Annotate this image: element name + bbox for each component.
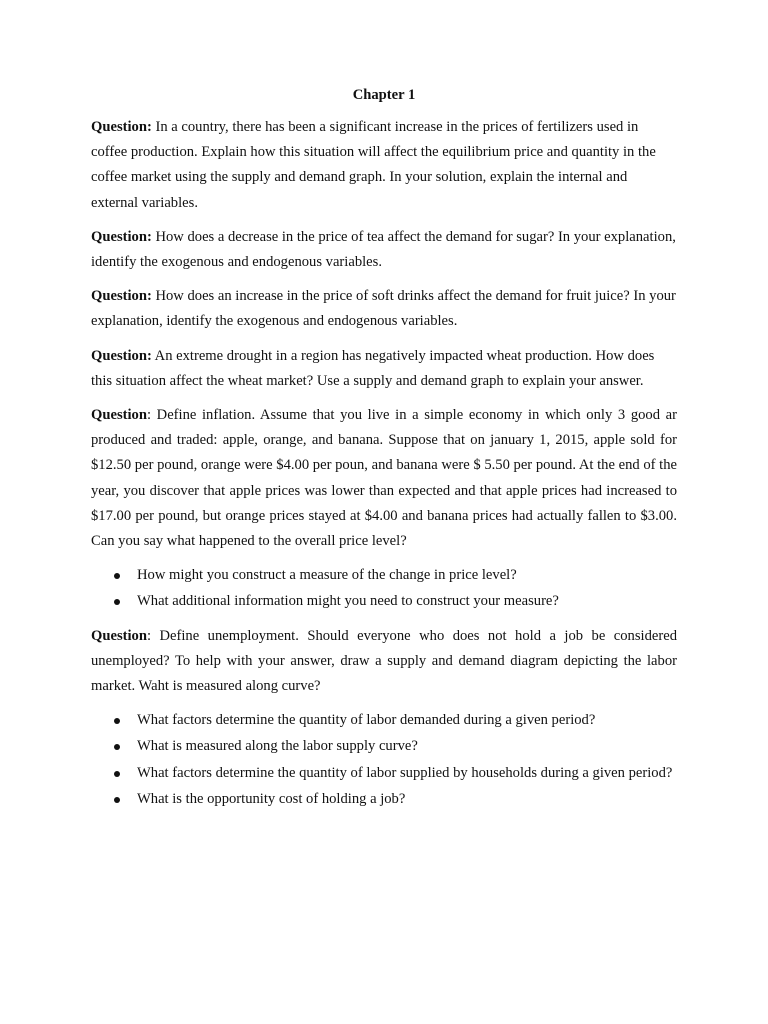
chapter-title: Chapter 1 <box>352 87 416 103</box>
list-item-text: What is the opportunity cost of holding a job? <box>137 790 406 807</box>
question-text: How does a decrease in the price of tea affect the demand for sugar? In your explanation, identify the exogenous and endogenous variables. <box>91 228 676 271</box>
document-page <box>91 84 677 821</box>
question-label: Question: <box>91 288 152 305</box>
question-label: Question <box>91 627 147 644</box>
list-item-text: What is measured along the labor supply curve? <box>137 738 418 755</box>
question-text: An extreme drought in a region has negatively impacted wheat production. How does this situation affect the wheat market? Use a supply and demand graph to explain your answer. <box>91 347 655 389</box>
list-item <box>91 787 677 812</box>
question-text: : Define unemployment. Should everyone who does not hold a job be considered unemployed? To help with your answer, draw a supply and demand diagram depicting the labor market. Waht is measured along curve? <box>91 627 677 695</box>
list-item <box>91 563 677 588</box>
question-label: Question: <box>91 119 152 135</box>
list-item-text: How might you construct a measure of the change in price level? <box>137 567 517 584</box>
question-text: How does an increase in the price of soft drinks affect the demand for fruit juice? In your explanation, identify the exogenous and endogenous variables. <box>91 288 676 330</box>
question-1 <box>91 115 677 216</box>
question-text: : Define inflation. Assume that you live in a simple economy in which only 3 good ar produced and traded: apple, orange, and banana. Suppose that on january 1, 2015, apple sold for $12.50 per pound, orange were $4.00 per poun, and banana were $ 5.50 per pound. At the end of the year, you discover that apple prices was lower than expected and that apple prices had increased to $17.00 per pound, but orange prices stayed at $4.00 and banana prices had actually fallen to $3.00. Can you say what happened to the overall price level? <box>91 407 677 550</box>
bullet-icon <box>114 797 120 803</box>
list-item <box>91 589 677 614</box>
bullet-icon <box>114 599 120 605</box>
list-item-text: What factors determine the quantity of labor supplied by households during a given period? <box>137 764 673 781</box>
question-2 <box>91 225 677 275</box>
bullet-list <box>91 563 677 614</box>
bullet-icon <box>114 573 120 579</box>
list-item <box>91 761 677 786</box>
question-label: Question <box>91 407 147 424</box>
list-item-text: What factors determine the quantity of labor demanded during a given period? <box>137 712 596 729</box>
list-item-text: What additional information might you need to construct your measure? <box>137 593 559 610</box>
bullet-icon <box>114 771 120 777</box>
question-3 <box>91 284 677 334</box>
list-item <box>91 734 677 759</box>
question-label: Question: <box>91 347 152 364</box>
question-4 <box>91 344 677 394</box>
list-item <box>91 708 677 733</box>
bullet-icon <box>114 718 120 724</box>
question-label: Question: <box>91 228 152 245</box>
question-text: In a country, there has been a significant increase in the prices of fertilizers used in coffee production. Explain how this situation will affect the equilibrium price and quantity in the coffee market using the supply and demand graph. In your solution, explain the internal and external variables. <box>91 119 656 211</box>
bullet-icon <box>114 744 120 750</box>
question-5 <box>91 403 677 554</box>
question-6 <box>91 624 677 700</box>
bullet-list <box>91 708 677 812</box>
